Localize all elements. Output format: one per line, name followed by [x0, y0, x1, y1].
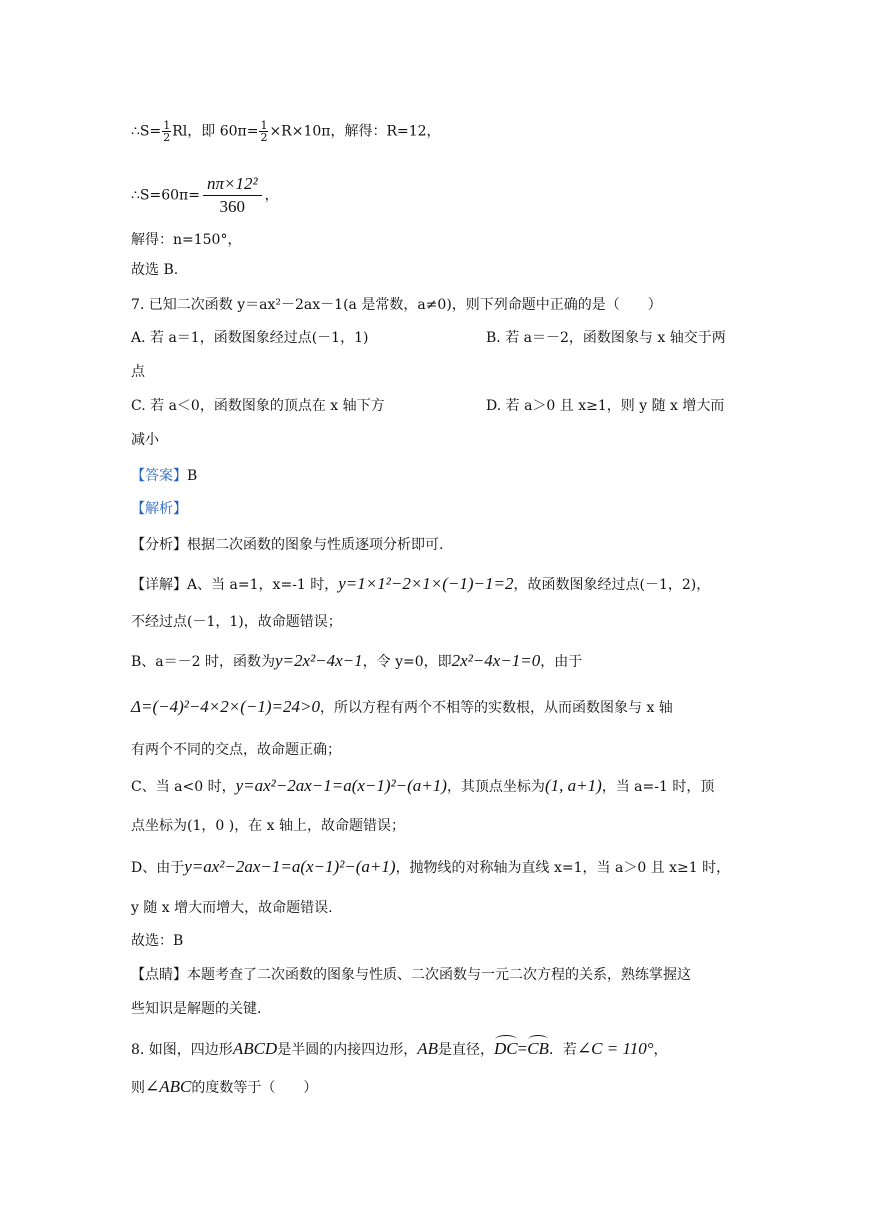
detail-b-line2: Δ=(−4)²−4×2×(−1)=24>0，所以方程有两个不相等的实数根，从而函数图象与 x 轴 — [131, 697, 673, 716]
detail-a-line2: 不经过点(－1，1)，故命题错误； — [131, 614, 342, 630]
angle-abc: ∠ABC — [145, 1077, 192, 1096]
question-7-stem: 7. 已知二次函数 y＝ax²－2ax－1(a 是常数，a≠0)，则下列命题中正确的是（ ） — [131, 297, 662, 313]
formula-b-function: y=2x²−4x−1 — [275, 651, 363, 670]
fraction-half: $\frac{1}{2}$ — [163, 119, 171, 144]
option-b: B. 若 a＝－2，函数图象与 x 轴交于两 — [486, 330, 726, 346]
question-8-line2: 则∠ABC的度数等于（ ） — [131, 1077, 318, 1096]
answer-line — [131, 466, 197, 486]
fraction-half-2: $\frac{1}{2}$ — [260, 119, 268, 144]
detail-b-line1: B、a＝－2 时，函数为y=2x²−4x−1，令 y=0，即2x²−4x−1=0，由于 — [131, 651, 583, 670]
dianjing-line1: 【点睛】本题考查了二次函数的图象与性质、二次函数与一元二次方程的关系，熟练掌握这 — [131, 967, 691, 983]
analysis-tag: 【解析】 — [131, 501, 187, 517]
formula-d-function: y=ax²−2ax−1=a(x−1)²−(a+1) — [184, 857, 396, 876]
formula-c-function: y=ax²−2ax−1=a(x−1)²−(a+1) — [235, 776, 447, 795]
detail-d-line2: y 随 x 增大而增大，故命题错误. — [131, 900, 333, 916]
option-d: D. 若 a＞0 且 x≥1，则 y 随 x 增大而 — [486, 398, 725, 414]
dianjing-line2: 些知识是解题的关键. — [131, 1001, 262, 1017]
solution-result-n: 解得：n=150°， — [131, 232, 242, 248]
solution-choice-b: 故选 B. — [131, 262, 179, 278]
formula-b-equation: 2x²−4x−1=0 — [451, 651, 541, 670]
answer-value: B — [187, 468, 198, 484]
arc-cb: CB — [527, 1039, 549, 1058]
answer-tag: 【答案】 — [131, 468, 187, 484]
quadrilateral-label: ABCD — [232, 1039, 278, 1058]
formula-vertex: (1, a+1) — [544, 776, 602, 795]
formula-discriminant: Δ=(−4)²−4×2×(−1)=24>0 — [131, 697, 320, 716]
option-a: A. 若 a＝1，函数图象经过点(－1，1) — [131, 330, 369, 346]
detail-d-line1: D、由于y=ax²−2ax−1=a(x−1)²−(a+1)，抛物线的对称轴为直线 x=1，当 a＞0 且 x≥1 时， — [131, 857, 731, 876]
arc-dc: DC — [493, 1039, 518, 1058]
area-fraction: $\frac{\text{nπ×12²}}{360}$ — [203, 173, 262, 218]
question-8-line1: 8. 如图，四边形ABCD是半圆的内接四边形，AB是直径，DC=CB．若∠C = 110°， — [131, 1039, 668, 1058]
option-b-continued: 点 — [131, 364, 145, 380]
option-c: C. 若 a＜0，函数图象的顶点在 x 轴下方 — [131, 398, 385, 414]
detail-c-line2: 点坐标为(1，0 )，在 x 轴上，故命题错误； — [131, 818, 405, 834]
fenxi-line: 【分析】根据二次函数的图象与性质逐项分析即可. — [131, 537, 444, 553]
option-d-continued: 减小 — [131, 432, 159, 448]
angle-c: ∠C = 110° — [576, 1039, 654, 1058]
formula-a: y=1×1²−2×1×(−1)−1=2 — [338, 574, 514, 593]
solution-line-s-formula: ∴S= $\frac{1}{2}$ Rl，即 60π= $\frac{1}{2}$ ×R×10π，解得：R=12， — [131, 119, 441, 144]
choose-line: 故选：B — [131, 933, 184, 949]
detail-a-line1: 【详解】A、当 a=1，x=-1 时，y=1×1²−2×1×(−1)−1=2，故函数图象经过点(－1，2)， — [131, 574, 711, 593]
detail-c-line1: C、当 a<0 时，y=ax²−2ax−1=a(x−1)²−(a+1)，其顶点坐标为(1, a+1)，当 a=-1 时，顶 — [131, 776, 715, 795]
diameter-label: AB — [417, 1039, 438, 1058]
solution-line-area-fraction: ∴S=60π= $\frac{\text{nπ×12²}}{360}$ ， — [131, 174, 279, 216]
detail-b-line3: 有两个不同的交点，故命题正确； — [131, 742, 341, 758]
